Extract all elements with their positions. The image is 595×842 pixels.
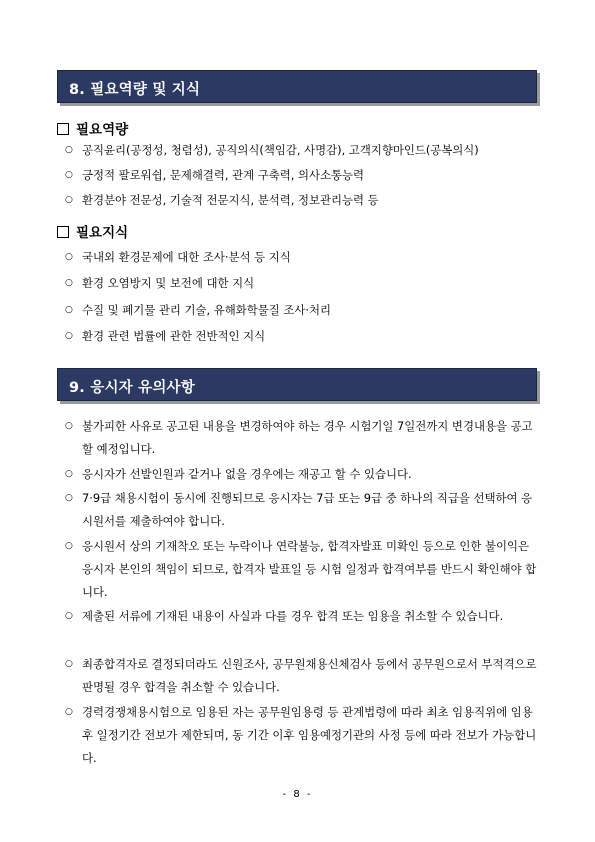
knowledge-item	[65, 325, 540, 348]
notice-item-text: 응시자가 선발인원과 같거나 없을 경우에는 재공고 할 수 있습니다.	[82, 467, 412, 481]
circle-bullet-icon: ○	[65, 305, 73, 315]
knowledge-item-text: 국내외 환경문제에 대한 조사·분석 등 지식	[82, 250, 291, 264]
notice-item-text: 경력경쟁채용시험으로 임용된 자는 공무원임용령 등 관계법령에 따라 최초 임용직위에 임용 후 일정기간 전보가 제한되며, 동 기간 이후 임용예정기관의 사정 등에 따라 전보가 가능합니다.	[82, 705, 537, 765]
circle-bullet-icon: ○	[65, 541, 73, 551]
knowledge-item-text: 수질 및 폐기물 관리 기술, 유해화학물질 조사·처리	[82, 303, 332, 317]
section-8-title: 8. 필요역량 및 지식	[69, 82, 201, 98]
competency-item	[65, 189, 540, 212]
knowledge-item	[65, 272, 540, 295]
circle-bullet-icon: ○	[65, 493, 73, 503]
circle-bullet-icon: ○	[65, 611, 73, 621]
knowledge-heading-text: 필요지식	[76, 225, 129, 241]
circle-bullet-icon: ○	[65, 421, 73, 431]
section-8-header	[57, 70, 537, 103]
notice-item	[65, 605, 540, 628]
notice-item	[65, 653, 540, 699]
section-9-title: 9. 응시자 유의사항	[69, 380, 195, 396]
circle-bullet-icon: ○	[65, 278, 73, 288]
knowledge-item-text: 환경 관련 법률에 관한 전반적인 지식	[82, 329, 266, 343]
knowledge-item	[65, 246, 540, 269]
circle-bullet-icon: ○	[65, 707, 73, 717]
notice-item	[65, 487, 540, 533]
notice-item-text: 응시원서 상의 기재착오 또는 누락이나 연락불능, 합격자발표 미확인 등으로 인한 불이익은 응시자 본인의 책임이 되므로, 합격자 발표일 등 시험 일정과 합격여부를 반드시 확인해야 합니다.	[82, 539, 537, 599]
page-number: - 8 -	[282, 789, 313, 800]
knowledge-item-text: 환경 오염방지 및 보전에 대한 지식	[82, 276, 255, 290]
notice-item	[65, 701, 540, 770]
knowledge-heading	[57, 221, 128, 241]
circle-bullet-icon: ○	[65, 469, 73, 479]
notice-item-text: 7·9급 채용시험이 동시에 진행되므로 응시자는 7급 또는 9급 중 하나의 직급을 선택하여 응시원서를 제출하여야 합니다.	[82, 491, 533, 528]
competency-heading	[57, 118, 128, 138]
notice-item-text: 제출된 서류에 기재된 내용이 사실과 다를 경우 합격 또는 임용을 취소할 수 있습니다.	[82, 609, 504, 623]
circle-bullet-icon: ○	[65, 331, 73, 341]
circle-bullet-icon: ○	[65, 252, 73, 262]
competency-item	[65, 139, 540, 162]
notice-item-text: 최종합격자로 결정되더라도 신원조사, 공무원채용신체검사 등에서 공무원으로서 부적격으로 판명될 경우 합격을 취소할 수 있습니다.	[82, 657, 537, 694]
knowledge-item	[65, 299, 540, 322]
notice-item	[65, 463, 540, 486]
competency-item-text: 공직윤리(공정성, 청렴성), 공직의식(책임감, 사명감), 고객지향마인드(공복의식)	[82, 143, 479, 157]
circle-bullet-icon: ○	[65, 659, 73, 669]
checkbox-square-icon	[57, 123, 69, 135]
section-9-header	[57, 368, 537, 401]
checkbox-square-icon	[57, 226, 69, 238]
circle-bullet-icon: ○	[65, 170, 73, 180]
competency-item	[65, 164, 540, 187]
competency-heading-text: 필요역량	[76, 122, 129, 138]
competency-item-text: 환경분야 전문성, 기술적 전문지식, 분석력, 정보관리능력 등	[82, 193, 379, 207]
notice-item	[65, 535, 540, 604]
circle-bullet-icon: ○	[65, 145, 73, 155]
notice-item-text: 불가피한 사유로 공고된 내용을 변경하여야 하는 경우 시험기일 7일전까지 변경내용을 공고할 예정입니다.	[82, 419, 533, 456]
competency-item-text: 긍정적 팔로워쉽, 문제해결력, 관계 구축력, 의사소통능력	[82, 168, 365, 182]
circle-bullet-icon: ○	[65, 195, 73, 205]
notice-item	[65, 415, 540, 461]
